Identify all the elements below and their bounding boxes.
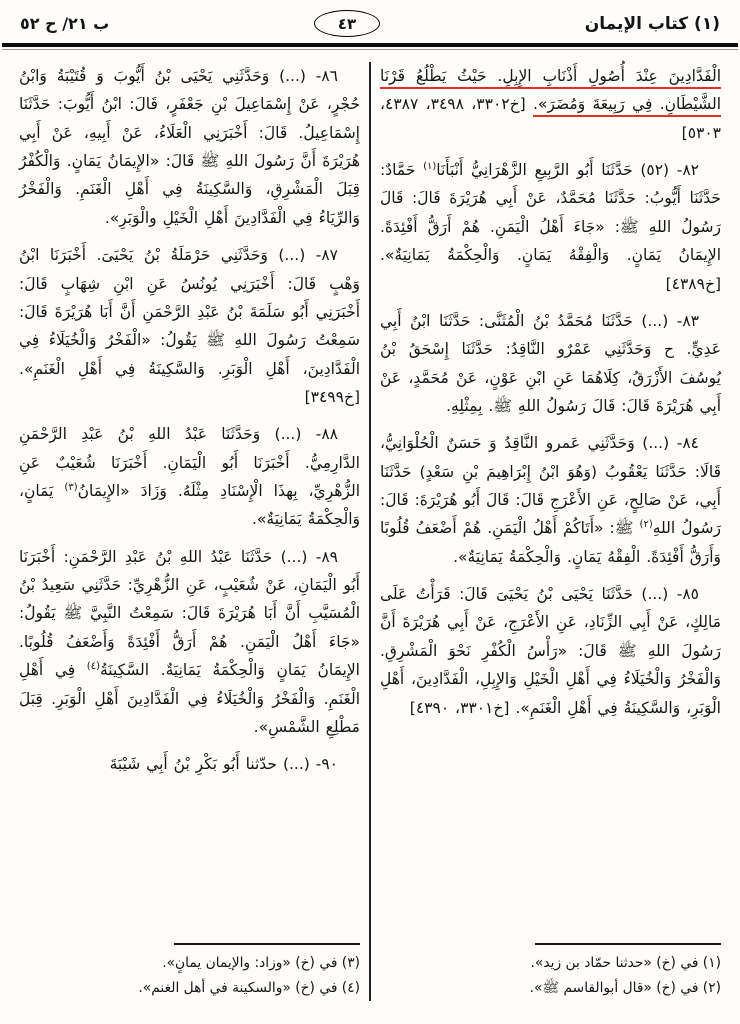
- text-segment: ٩٠- (...) حدّثنا أَبُو بَكْرِ بْنُ أَبِي شَيْبَةَ: [109, 755, 338, 774]
- text-segment: ﷺ: «أَتَاكُمْ أَهْلُ الْيَمَنِ. هُمْ أَضْعَفُ قُلُوبًا وَأَرَقُّ أَفْئِدَةً. الْفِقْهُ يَمَانٍ. وَالْحِكْمَةُ يَمَانِيَةٌ».: [380, 519, 721, 566]
- text-segment: ٨٥- (...) حَدَّثَنَا يَحْيَى بْنُ يَحْيَىَ قَالَ: قَرَأْتُ عَلَى مَالِكٍ، عَنْ أَبِي الزِّنَادِ، عَنِ الأَعْرَجِ، عَنْ أَبِي هُرَيْرَةَ أَنَّ رَسُولَ اللهِ ﷺ قَالَ: «رَأْسُ الْكُفْرِ نَحْوَ الْمَشْرِقِ. وَالْفَخْرُ وَالْخُيَلَاءُ فِي أَهْلِ الْخَيْلِ وَالإِبِلِ، الْفَدَّادِينَ، أَهْلِ الْوَبَرِ، وَالسَّكِينَةُ فِي أَهْلِ الْغَنَمِ». [خ٣٣٠١، ٤٣٩٠]: [380, 585, 721, 717]
- footnote-item: (٣) في (خ) «وزاد: والإيمان يمانٍ».: [162, 955, 360, 972]
- text-segment: يَمَانٍ، وَالْحِكْمَةُ يَمَانِيَةٌ».: [19, 482, 360, 529]
- text-segment: [خ٣٣٠٢، ٣٤٩٨، ٤٣٨٧، ٥٣٠٣]: [380, 95, 721, 142]
- footnote-marker: (٤): [86, 661, 100, 673]
- text-segment: ٨٤- (...) وَحَدَّثَنِي عَمرو النَّاقِدُ وَ حَسَنٌ الْحُلْوَانِيُّ، قَالَا: حَدَّثَنَا يَعْقُوبُ (وَهُوَ ابْنُ إِبْرَاهِيمَ بْنِ سَعْدٍ) حَدَّثَنَا أَبِي، عَنْ صَالِحٍ، عَنِ الأَعْرَجِ قَالَ: قَالَ أَبُو هُرَيْرَةَ: قَالَ: رَسُولُ اللهِ: [380, 434, 722, 538]
- hadith-90-paragraph: [19, 750, 360, 778]
- page-body: [0, 50, 740, 1015]
- chapter-hadith-ref: ب ٢١/ ح ٥٢: [20, 14, 110, 33]
- text-segment: حَمَّادٌ: حَدَّثَنَا أَيُّوبُ: حَدَّثَنَا مُحَمَّدٌ، عَنْ أَبِي هُرَيْرَةَ قَالَ: قَالَ رَسُولُ اللهِ ﷺ: «جَاءَ أَهْلُ الْيَمَنِ. هُمْ أَرَقُّ أَفْئِدَةً. الإِيمَانُ يَمَانٍ. وَالْفِقْهُ يَمَانٍ. وَالْحِكْمَةُ يَمَانِيَةٌ». [خ٤٣٨٩]: [380, 161, 721, 293]
- footnote-marker: (١): [423, 160, 437, 172]
- book-title: (١) كتاب الإيمان: [584, 13, 720, 34]
- footnote-separator: [535, 943, 721, 945]
- hadith-88-paragraph: [19, 420, 360, 533]
- header-rule-thick: [2, 43, 738, 47]
- text-segment: ٨٦- (...) وَحَدَّثَنِي يَحْيَى بْنُ أَيُّوبَ وَ قُتَيْبَةُ وَابْنُ حُجْرٍ، عَنْ إِسْمَاعِيلَ بْنِ جَعْفَرٍ، قَالَ: ابْنُ أَيُّوبَ: حَدَّثَنَا إِسْمَاعِيلُ. قَالَ: أَخْبَرَنِي الْعَلَاءُ، عَنْ أَبِيهِ، عَنْ أَبِي هُرَيْرَةَ أَنَّ رَسُولَ اللهِ ﷺ قَالَ: «الإِيمَانُ يَمَانٍ. وَالْكُفْرُ قِبَلَ الْمَشْرِقِ، وَالسَّكِينَةُ فِي أَهْلِ الْغَنَمِ. وَالْفَخْرُ وَالرِّيَاءُ فِي الْفَدَّادِينَ أَهْلِ الْخَيْلِ والْوَبَرِ».: [19, 67, 360, 227]
- hadith-83-paragraph: [380, 307, 721, 420]
- footnote-separator: [174, 943, 360, 945]
- text-segment: ٨٣- (...) حَدَّثَنَا مُحَمَّدُ بْنُ الْمُثَنَّى: حَدَّثَنَا ابْنُ أَبِي عَدِيٍّ. ح وَحَدَّثَنِي عَمْرٌو النَّاقِدُ: حَدَّثَنَا إِسْحَقُ بْنُ يُوسُفَ الأَزْرَقُ، كِلَاهُمَا عَنِ ابْنِ عَوْنٍ، عَنْ مُحَمَّدٍ، عَنْ أَبِي هُرَيْرَةَ قَالَ: قَالَ رَسُولُ اللهِ ﷺ. بِمِثْلِهِ.: [380, 311, 721, 415]
- hadith-86-paragraph: [19, 62, 360, 232]
- highlighted-text: الْفَدَّادِينَ عِنْدَ أُصُولِ أَذْنَابِ الإِبِلِ. حَيْثُ يَطْلُعُ قَرْنَا الشَّيْطَانِ. فِي رَبِيعَةَ وَمُضَرَ».: [380, 67, 721, 117]
- right-column-text: [380, 62, 721, 731]
- left-column-text: [19, 62, 360, 788]
- hadith-continuation-paragraph: [380, 62, 721, 147]
- right-footnotes: [380, 939, 721, 1001]
- hadith-85-paragraph: [380, 580, 721, 722]
- hadith-82-paragraph: [380, 156, 721, 298]
- text-segment: ٨٢- (٥٢) حَدَّثَنَا أَبُو الرَّبِيعِ الزَّهْرَانِيُّ أَنْبَأَنَا: [436, 161, 700, 180]
- page-number: ٤٣: [337, 14, 357, 33]
- left-column: [10, 60, 369, 1001]
- footnote-marker: (٢): [639, 519, 653, 531]
- footnote-item: (٤) في (خ) «والسكينة في أهل الغنم».: [138, 980, 360, 997]
- hadith-84-paragraph: [380, 429, 721, 571]
- text-segment: ٨٩- (...) حَدَّثَنَا عَبْدُ اللهِ بْنُ عَبْدِ الرَّحْمَنِ: أَخْبَرَنَا أَبُو الْيَمَانِ، عَنْ شُعَيْبٍ، عَنِ الزُّهْرِيِّ: حَدَّثَنِي سَعِيدُ بْنُ الْمُسَيَّبِ أَنَّ أَبَا هُرَيْرَةَ قَالَ: سَمِعْتُ النَّبِيَّ ﷺ يَقُولُ: «جَاءَ أَهْلُ الْيَمَنِ. هُمْ أَرَقُّ أَفْئِدَةً وَأَضْعَفُ قُلُوبًا. الإِيمَانُ يَمَانٍ وَالْحِكْمَةُ يَمَانِيَةٌ. السَّكِينَةُ: [19, 547, 360, 680]
- page-header: [0, 0, 740, 42]
- text-segment: فِي أَهْلِ الْغَنَمِ. وَالْفَخْرُ وَالْخُيَلَاءُ فِي الْفَدَّادِينَ أَهْلِ الْوَبَرِ. قِبَلَ مَطْلِعِ الشَّمْسِ».: [19, 661, 360, 736]
- footnote-item: (٢) في (خ) «قال أبوالقاسم ﷺ».: [529, 980, 721, 997]
- footnote-marker: (٣): [64, 481, 78, 493]
- footnote-list: [408, 951, 721, 1001]
- page-number-badge: [314, 10, 380, 37]
- footnote-item: (١) في (خ) «حدثنا حمّاد بن زيد».: [530, 955, 721, 972]
- hadith-87-paragraph: [19, 241, 360, 411]
- left-footnotes: [19, 939, 360, 1001]
- right-column: [371, 60, 730, 1001]
- footnote-list: [19, 951, 360, 1001]
- hadith-89-paragraph: [19, 543, 360, 742]
- text-segment: ٨٧- (...) وَحَدَّثَنِي حَرْمَلَةُ بْنُ يَحْيَىَ. أَخْبَرَنَا ابْنُ وَهْبٍ قَالَ: أَخْبَرَنِي يُونُسُ عَنِ ابْنِ شِهَابٍ قَالَ: أَخْبَرَنِي أَبُو سَلَمَةَ بْنُ عَبْدِ الرَّحْمَنِ أَنَّ أَبَا هُرَيْرَةَ قَالَ: سَمِعْتُ رَسُولَ اللهِ ﷺ يَقُولُ: «الْفَخْرُ وَالْخُيَلَاءُ فِي الْفَدَّادِينَ، أَهْلِ الْوَبَرِ. وَالسَّكِينَةُ فِي أَهْلِ الْغَنَمِ». [خ٣٤٩٩]: [19, 246, 360, 406]
- text-segment: ٨٨- (...) وَحَدَّثَنَا عَبْدُ اللهِ بْنُ عَبْدِ الرَّحْمَنِ الدَّارِمِيُّ. أَخْبَرَنَا أَبُو الْيَمَانِ. أَخْبَرَنَا شُعَيْبٌ عَنِ الزُّهْرِيِّ، بِهذَا الْإِسْنَادِ مِثْلَهُ. وَزَادَ «الإِيمَانُ: [19, 425, 361, 501]
